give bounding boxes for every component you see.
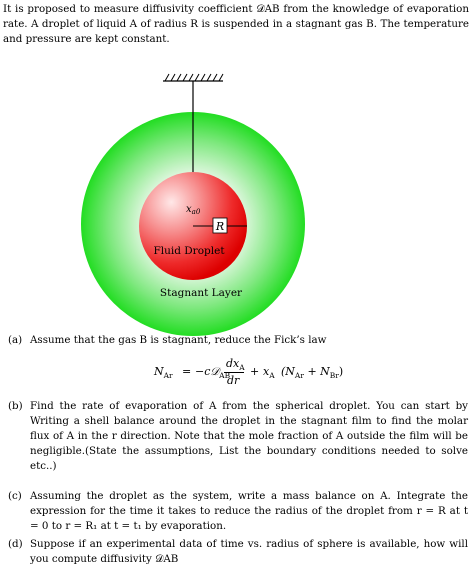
question-b-text: Find the rate of evaporation of A from the spherical droplet. You can start by Writing a shell balance around the droplet in the stagnant film to find the molar flux of A in the r direction. Note that the mole fraction of A outside the film will be negligible.(State the assumptions, List the boundary conditions needed to solve etc..): [30, 400, 468, 472]
eq-term1: −c𝒟$_{AB}$: [195, 365, 231, 381]
droplet-diagram: [0, 60, 474, 345]
eq-x: $x_A$: [263, 365, 275, 381]
question-d-label: (d): [8, 538, 23, 550]
support-hatch: [163, 74, 223, 81]
eq-flux-sum: ($N_{Ar} + N_{Br}$ ): [281, 365, 344, 381]
eq-fraction-bar: [224, 372, 244, 373]
question-d-text: Suppose if an experimental data of time vs. radius of sphere is available, how will you compute diffusivity 𝒟AB: [30, 538, 468, 565]
question-c-text: Assuming the droplet as the system, write a mass balance on A. Integrate the expression for the time it takes to reduce the radius of the droplet from r = R at t = 0 to r = R₁ at t = t₁ by evaporation.: [30, 490, 468, 532]
droplet-label: Fluid Droplet: [153, 245, 225, 257]
eq-numerator: $dx_A$: [226, 357, 245, 373]
droplet-figure: [0, 60, 474, 345]
fick-law-equation: [150, 356, 400, 388]
eq-equals: =: [182, 365, 192, 378]
problem-intro: It is proposed to measure diffusivity coefficient 𝒟AB from the knowledge of evaporation rate. A droplet of liquid A of radius R is suspended in a stagnant gas B. The temperature and pressure are kept constant.: [3, 3, 469, 45]
question-a-text: Assume that the gas B is stagnant, reduce the Fick’s law: [30, 334, 327, 346]
eq-denominator: dr: [227, 374, 240, 387]
question-a-label: (a): [8, 334, 23, 346]
question-d: [8, 537, 468, 567]
question-c-label: (c): [8, 490, 22, 502]
eq-lhs: $N_{Ar}$: [154, 365, 173, 381]
concentration-label: $x_{a0}$: [186, 204, 201, 216]
question-c: [8, 489, 468, 534]
radius-label: R: [215, 220, 225, 233]
stagnant-layer-label: Stagnant Layer: [159, 287, 243, 299]
question-b-label: (b): [8, 400, 23, 412]
question-b: [8, 399, 468, 474]
eq-plus: +: [250, 365, 260, 378]
question-a: [8, 333, 468, 348]
